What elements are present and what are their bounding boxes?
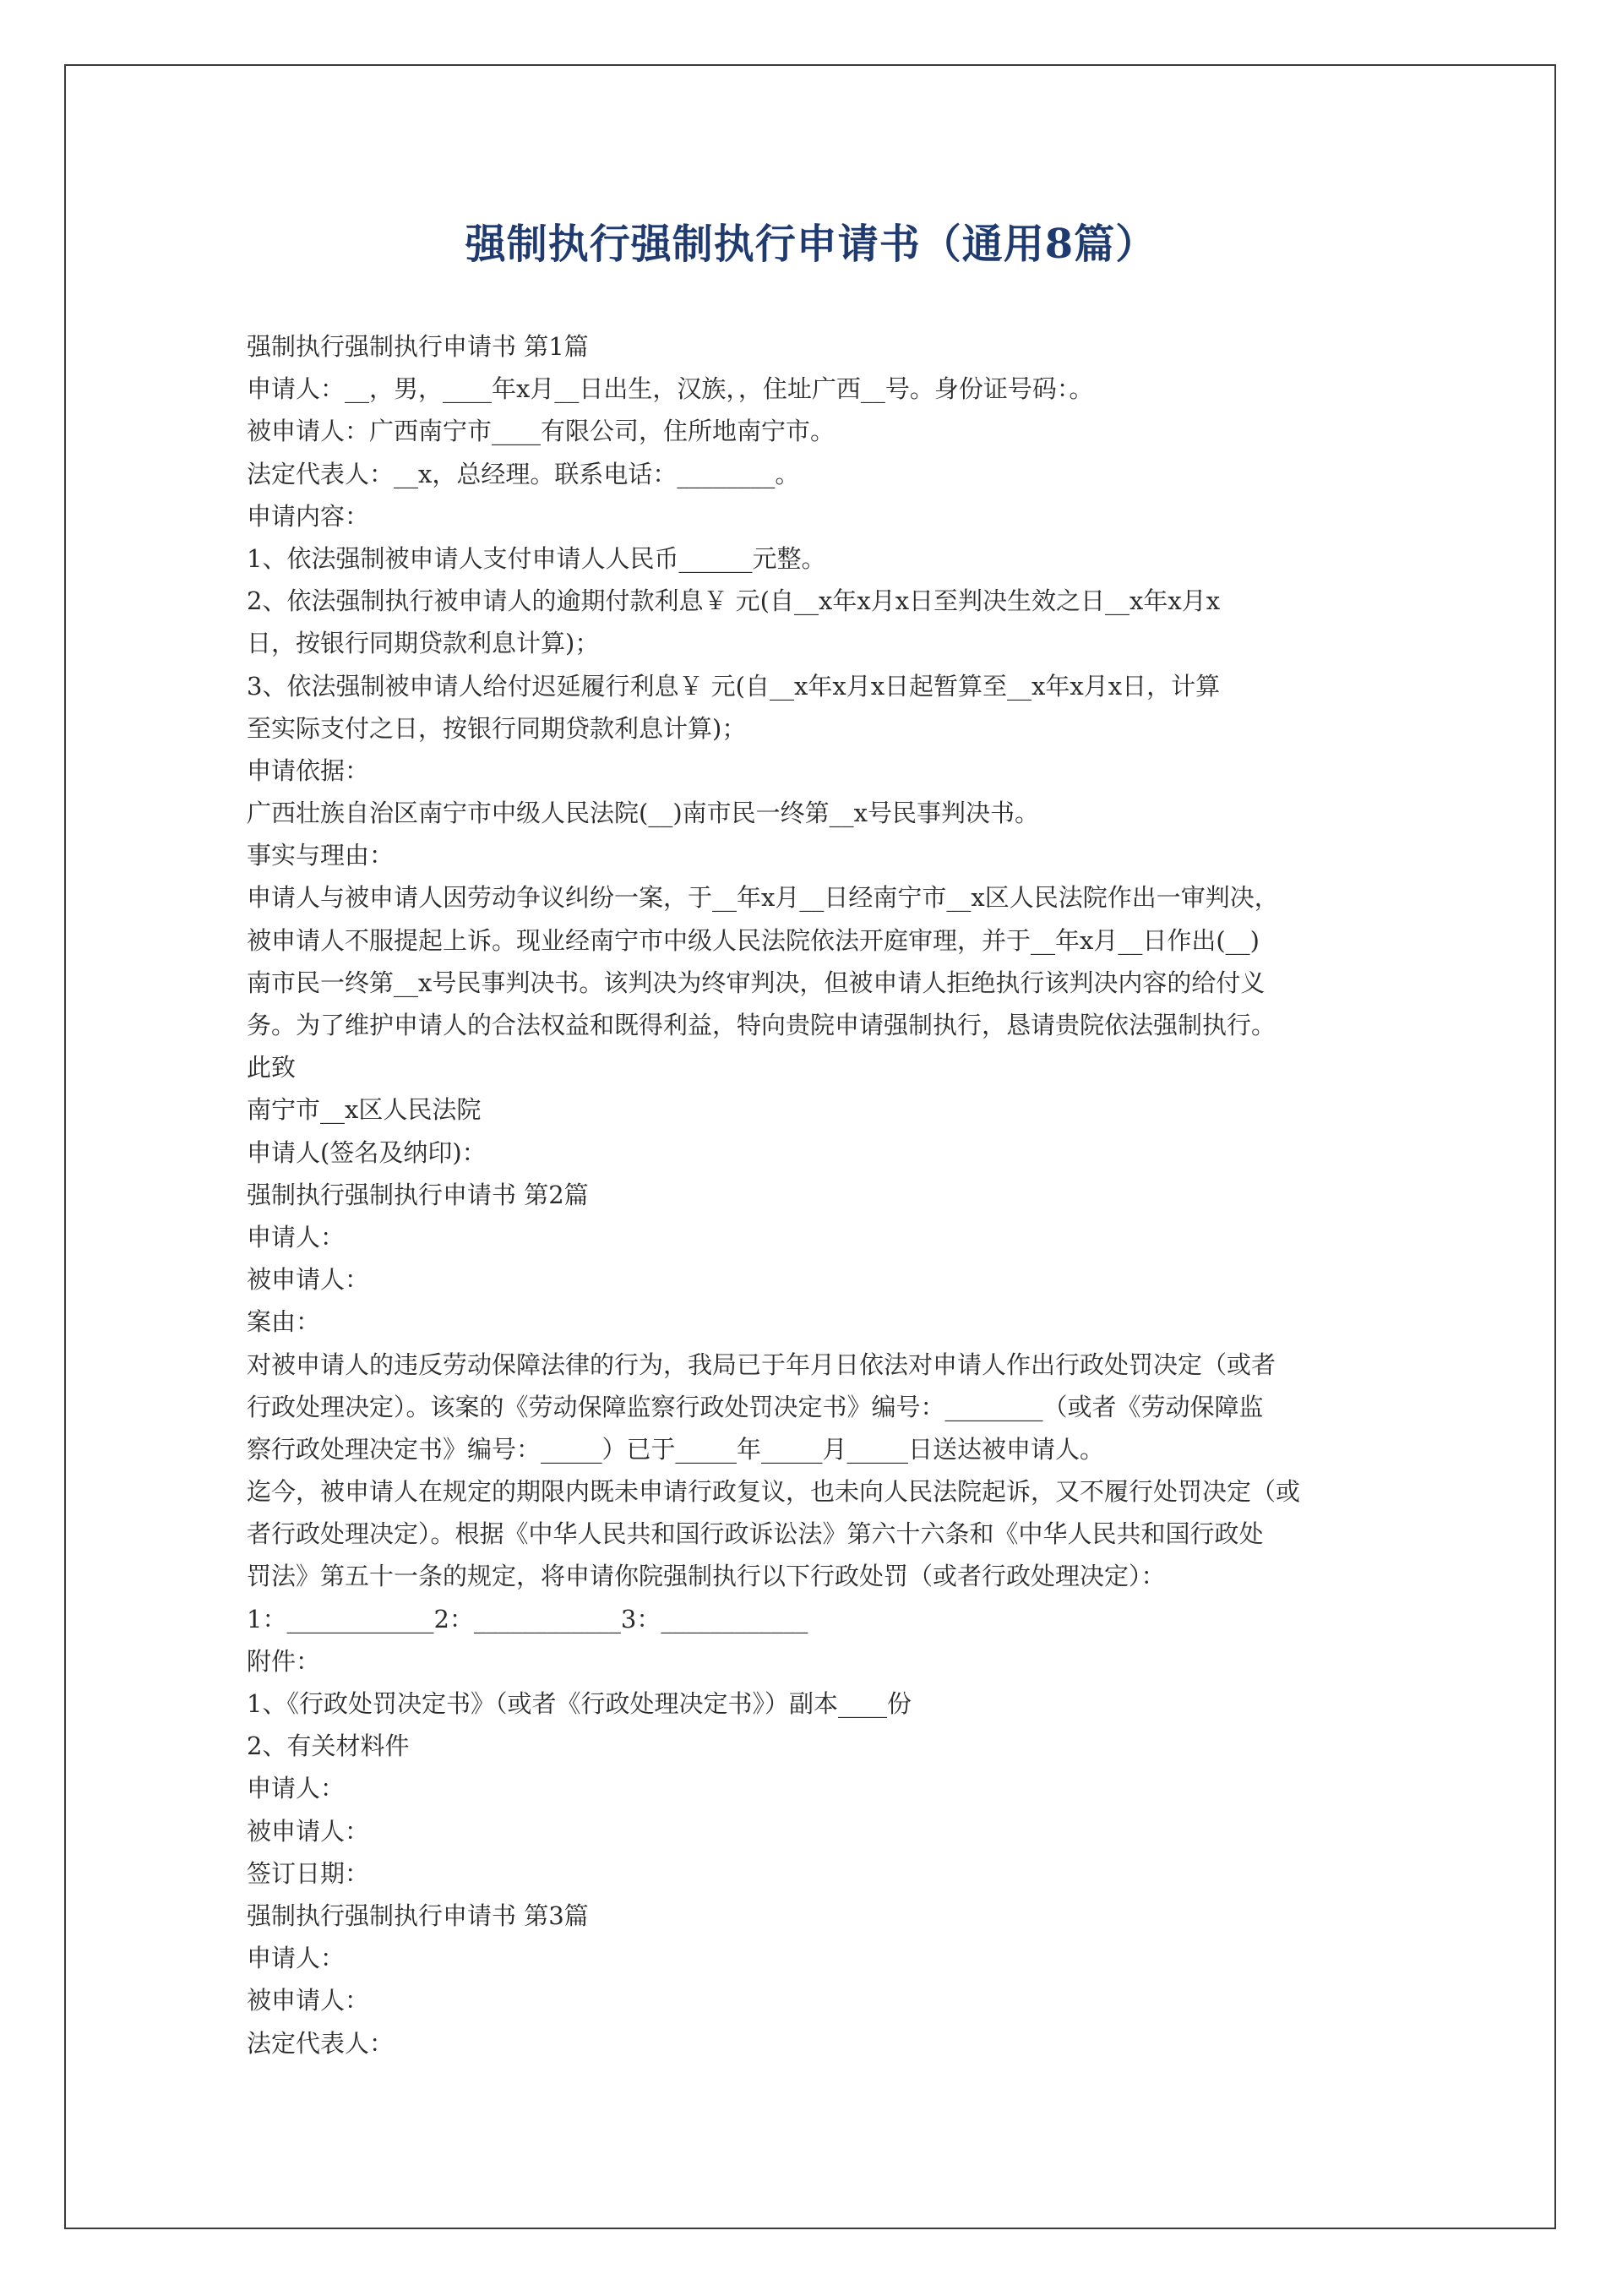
body-line: 广西壮族自治区南宁市中级人民法院(__)南市民一终第__x号民事判决书。 (247, 799, 1039, 828)
body-line: 罚法》第五十一条的规定，将申请你院强制执行以下行政处罚（或者行政处理决定）： (247, 1562, 1166, 1591)
body-line: 申请内容： (247, 501, 370, 531)
body-line: 南宁市__x区人民法院 (247, 1095, 482, 1125)
body-line: 案由： (247, 1307, 321, 1337)
body-line: 申请人： (247, 1222, 346, 1252)
document-body (247, 325, 1396, 2064)
body-line: 申请人： (247, 1944, 346, 1973)
body-line: 申请人与被申请人因劳动争议纠纷一案，于__年x月__日经南宁市__x区人民法院作出一审判决， (247, 883, 1279, 913)
body-line: 申请人(签名及纳印)： (247, 1137, 487, 1167)
body-line: 行政处理决定）。该案的《劳动保障监察行政处罚决定书》编号：________（或者《劳动保障监 (247, 1392, 1264, 1421)
body-line: 3、依法强制被申请人给付迟延履行利息￥ 元(自__x年x月x日起暂算至__x年x月x日，计算 (247, 671, 1221, 701)
body-line: 迄今，被申请人在规定的期限内既未申请行政复议，也未向人民法院起诉，又不履行处罚决定（或 (247, 1477, 1301, 1507)
body-line: 法定代表人： (247, 2028, 395, 2058)
body-line: 被申请人： (247, 1986, 370, 2015)
body-line: 申请人：__，男，____年x月__日出生，汉族，，住址广西__号。身份证号码：。 (247, 374, 1094, 404)
body-line: 法定代表人：__x，总经理。联系电话：________。 (247, 459, 800, 488)
body-line: 被申请人：广西南宁市____有限公司，住所地南宁市。 (247, 417, 835, 446)
body-line: 至实际支付之日，按银行同期贷款利息计算)； (247, 713, 747, 743)
body-line: 申请依据： (247, 755, 370, 785)
body-line: 对被申请人的违反劳动保障法律的行为，我局已于年月日依法对申请人作出行政处罚决定（或者 (247, 1350, 1276, 1379)
body-line: 者行政处理决定）。根据《中华人民共和国行政诉讼法》第六十六条和《中华人民共和国行政处 (247, 1519, 1264, 1549)
body-line: 申请人： (247, 1774, 346, 1803)
body-line: 1、《行政处罚决定书》（或者《行政处理决定书》）副本____份 (247, 1689, 912, 1718)
body-line: 强制执行强制执行申请书 第1篇 (247, 332, 589, 361)
body-line: 被申请人： (247, 1265, 370, 1295)
body-line: 2、有关材料件 (247, 1732, 410, 1761)
body-line: 事实与理由： (247, 841, 395, 870)
body-line: 南市民一终第__x号民事判决书。该判决为终审判决，但被申请人拒绝执行该判决内容的给付义 (247, 968, 1265, 997)
body-line: 2、依法强制执行被申请人的逾期付款利息￥ 元(自__x年x月x日至判决生效之日__x年x月x (247, 586, 1221, 616)
body-line: 强制执行强制执行申请书 第3篇 (247, 1901, 589, 1930)
body-line: 附件： (247, 1646, 321, 1676)
document-title: 强制执行强制执行申请书（通用8篇） (465, 221, 1157, 268)
body-line: 被申请人不服提起上诉。现业经南宁市中级人民法院依法开庭审理，并于__年x月__日作出(__) (247, 925, 1260, 955)
body-line: 被申请人： (247, 1816, 370, 1846)
body-line: 此致 (247, 1053, 297, 1083)
body-line: 签订日期： (247, 1858, 370, 1888)
body-line: 1：____________2：____________3：____________ (247, 1604, 808, 1633)
body-line: 日，按银行同期贷款利息计算)； (247, 629, 600, 658)
body-line: 察行政处理决定书》编号：_____）已于_____年_____月_____日送达被申请人。 (247, 1434, 1105, 1464)
body-line: 强制执行强制执行申请书 第2篇 (247, 1180, 589, 1209)
body-line: 务。为了维护申请人的合法权益和既得利益，特向贵院申请强制执行，恳请贵院依法强制执行。 (247, 1011, 1276, 1039)
body-line: 1、依法强制被申请人支付申请人人民币______元整。 (247, 543, 826, 573)
